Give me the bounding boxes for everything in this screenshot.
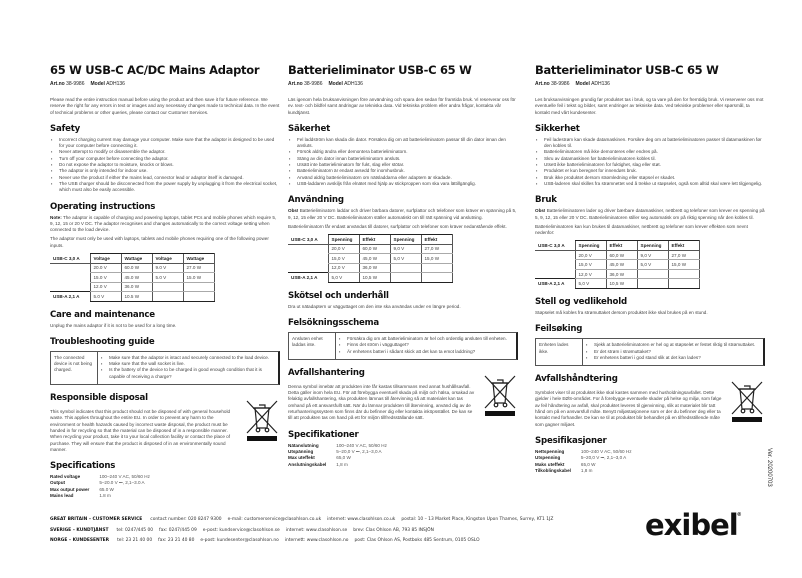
- port-label: USB-A 2,1 A: [535, 279, 575, 289]
- port-label: [288, 254, 328, 264]
- intro-text: Please read the entire instruction manual before using the product and then save it for future reference. We reserve the right for any errors in text or images and any necessary changes made to technical data. In the event of technical problems or other queries, please contact our Customer Services.: [50, 97, 280, 115]
- usage-note: [535, 208, 765, 221]
- table-cell: 12.0 V: [90, 282, 121, 292]
- column-english: [50, 63, 280, 499]
- safety-heading: Safety: [50, 123, 81, 134]
- solutions-list: [583, 339, 763, 365]
- footer-contact: fax: 23 21 40 80: [158, 538, 195, 544]
- care-text: Unplug the mains adaptor if it is not to be used for a long time.: [50, 322, 177, 328]
- table-header-row: [535, 241, 699, 251]
- version-label: Ver. 20200703: [766, 448, 772, 487]
- solution-item: ▪ Is the battery of the device to be charged in good enough condition that it is capable of receiving a charge?: [100, 367, 275, 380]
- spec-name: Nettspenning: [535, 449, 565, 455]
- footer-contact: e-post: kundesenter@clasohlson.no: [200, 538, 279, 544]
- table-cell: Effekt: [359, 235, 390, 245]
- disposal-block: [50, 406, 280, 453]
- intro-text: Läs igenom hela bruksanvisningen före användning och spara den sedan för framtida bruk. Vi reserverar oss för ev. text- och bildfel samt ändringar av tekniska data. Vid tekniska problem eller andra frågor, kontakta vår kundtjänst.: [288, 97, 516, 115]
- model-label: Model: [575, 81, 590, 87]
- model-label: Model: [328, 81, 343, 87]
- port-label: USB-A 2,1 A: [50, 292, 90, 302]
- note-label: Obs!: [288, 208, 299, 214]
- table-cell: [152, 282, 183, 292]
- port-label: [535, 269, 575, 279]
- table-cell: 5,0 V: [390, 254, 421, 264]
- spec-value: 5–20.0 V ⎓, 2,1–3.0 A: [99, 480, 145, 486]
- table-cell: 60.0 W: [121, 263, 152, 273]
- footer-contact: tel: 23 21 40 00: [117, 538, 153, 544]
- table-cell: 27,0 W: [668, 250, 699, 260]
- footer-contact: tel: 0247/445 00: [116, 527, 154, 533]
- footer-contact: post: Clas Ohlson AS, Postboks 485 Sentrum, 0105 OSLO: [354, 538, 480, 544]
- disposal-heading: Responsible disposal: [50, 393, 148, 404]
- table-cell: 12,0 V: [328, 263, 359, 273]
- table-cell: 15.0 V: [90, 273, 121, 283]
- table-cell: Spenning: [390, 235, 421, 245]
- spec-value: 65,0 W: [336, 455, 351, 461]
- spec-value: 1,8 m: [336, 461, 348, 467]
- footer-contact: postal: 10 – 13 Market Place, Kingston Upon Thames, Surrey, KT1 1JZ: [401, 517, 554, 522]
- troubleshooting-table: [50, 351, 280, 385]
- safety-item: ▪ Stäng av din dator innan batterieliminatorn ansluts.: [288, 156, 518, 162]
- safety-item: ▪ Never use the product if either the mains lead, connector lead or adaptor itself is damaged.: [50, 175, 280, 181]
- table-cell: Wattage: [183, 254, 214, 264]
- footer-line: [50, 538, 559, 549]
- specifications-heading: Spesifikasjoner: [535, 436, 607, 447]
- disposal-text: Denna symbol innebär att produkten inte får kastas tillsammans med annat hushållsavfall. Detta gäller inom hela EU. För att förebygga eventuell skada på miljö och hälsa, orsakad av felaktig avfallshantering, ska produkten lämnas till återvinning så att materialet kan tas omhand på ett ansvarsfullt sätt. När du lämnar produkten till återvinning, använd dig av de returhanteringssystem som finns där du befinner dig eller kontakta inköpsstället. De kan se till att produkten tas om hand på ett för miljön tillfredsställande sätt.: [288, 383, 475, 421]
- safety-item: ▪ Batterieliminatoren må ikke demonteres eller endres på.: [535, 149, 765, 155]
- power-table: [535, 240, 700, 289]
- table-cell: 36,0 W: [606, 269, 637, 279]
- troubleshooting-table: [288, 332, 518, 360]
- spec-name: Maks uteffekt: [535, 461, 565, 467]
- table-row-usba: [535, 279, 699, 289]
- specifications-heading: Specifikationer: [288, 429, 359, 440]
- spec-name: Output: [50, 480, 66, 486]
- note-label: Obs!: [535, 208, 546, 214]
- table-cell: 45,0 W: [359, 254, 390, 264]
- table-cell: 9,0 V: [637, 250, 668, 260]
- safety-item: ▪ Batterieliminatorn är endast avsedd för inomhusbruk.: [288, 168, 518, 174]
- spec-name: Max output power: [50, 486, 90, 492]
- safety-item: ▪ Utsätt inte batterieliminatorn för fukt, slag eller stötar.: [288, 162, 518, 168]
- power-table: [50, 253, 215, 302]
- solution-item: ▪ Er enhetens batteri i god stand slik at det kan lades?: [585, 355, 760, 361]
- spec-value: 1.8 m: [99, 493, 111, 498]
- table-row: [535, 260, 699, 270]
- table-cell: [183, 292, 214, 302]
- table-cell: 5,0 V: [637, 260, 668, 270]
- solution-item: ▪ Er det strøm i strømuttaket?: [585, 349, 760, 355]
- table-cell: 9,0 V: [390, 244, 421, 254]
- disposal-heading: Avfallshåndtering: [535, 374, 618, 385]
- safety-heading: Sikkerhet: [535, 123, 580, 134]
- troubleshooting-heading: Troubleshooting guide: [50, 336, 155, 347]
- spec-name: Utspänning: [288, 449, 314, 455]
- note-text: The adaptor is capable of charging and powering laptops, tablet PCs and mobile phones which require 5, 9, 12, 15 or 20 V DC. The adaptor recognises and changes automatically to the correct voltage setting when connected to the load device.: [50, 214, 277, 233]
- spec-value: 65,0 W: [580, 461, 596, 467]
- usage-text: Batterieliminatoren kan kun brukes til datamaskiner, nettbrett og telefoner som krever effekten som nevnt nedenfor:: [535, 223, 748, 236]
- column-swedish: [288, 63, 518, 468]
- table-cell: 9.0 V: [152, 263, 183, 273]
- table-cell: 10,5 W: [606, 279, 637, 289]
- table-cell: Effekt: [606, 241, 637, 251]
- exibel-logo: [645, 508, 741, 542]
- safety-item: ▪ USB-laddaren avskiljs från elnätet med hjälp av stickproppen som ska vara lättillgänglig.: [288, 181, 518, 187]
- table-cell: Voltage: [90, 254, 121, 264]
- table-cell: 5.0 V: [152, 273, 183, 283]
- table-row: [50, 282, 214, 292]
- product-title: 65 W USB-C AC/DC Mains Adaptor: [50, 63, 260, 77]
- usage-heading: Bruk: [535, 195, 557, 206]
- care-text: Dra ut nätadaptern ur vägguttaget om den inte ska användas under en längre period.: [288, 303, 461, 309]
- spec-name: Anslutningskabel: [288, 461, 327, 467]
- care-heading: Care and maintenance: [50, 309, 155, 320]
- spec-value: 100–240 V AC, 50/60 Hz: [580, 449, 632, 455]
- table-cell: [637, 279, 668, 289]
- table-cell: 12,0 V: [575, 269, 606, 279]
- table-cell: [421, 273, 452, 283]
- registered-mark: ®: [736, 512, 741, 518]
- footer-line: [50, 517, 559, 528]
- table-cell: Effekt: [421, 235, 452, 245]
- table-header-row: [288, 235, 452, 245]
- safety-item: ▪ Produktet er kun beregnet for innendørs bruk.: [535, 168, 765, 174]
- table-cell: [183, 282, 214, 292]
- safety-item: ▪ Do not expose the adaptor to moisture, knocks or blows.: [50, 162, 280, 168]
- table-cell: Spenning: [328, 235, 359, 245]
- solution-item: ▪ Finns det ström i vägguttaget?: [338, 342, 513, 348]
- solutions-list: [98, 352, 278, 384]
- table-row-usba: [50, 292, 214, 302]
- safety-list: [288, 137, 518, 187]
- footer-contact: contact number: 020 8247 9300: [150, 517, 222, 522]
- disposal-text: This symbol indicates that this product should not be disposed of with general household waste. This applies throughout the entire EU. In order to prevent any harm to the environment or health hazards caused by incorrect waste disposal, the product must be handed in for recycling so that the material can be disposed of in a responsible manner. When recycling your product, take it to your local collection facility or contact the place of purchase. They will ensure that the product is disposed of in an environmentally sound manner.: [50, 409, 231, 452]
- solution-item: ▪ Försäkra dig om att batterieliminatorn är hel och ordentlig ansluten till enheten.: [338, 336, 513, 342]
- table-cell: [421, 263, 452, 273]
- usage-text: The adaptor must only be used with laptops, tablets and mobile phones requiring one of the following power inputs.: [50, 236, 269, 248]
- table-row: [288, 263, 452, 273]
- table-cell: [152, 292, 183, 302]
- port-label: [50, 282, 90, 292]
- footer-label: GREAT BRITAIN – CUSTOMER SERVICE: [50, 517, 143, 522]
- solution-item: ▪ Sjekk at batterieliminatoren er hel og at støpselet er festet riktig til strømuttaket.: [585, 342, 760, 348]
- problem-cell: The connected device is not being charged.: [51, 352, 98, 384]
- spec-value: 100–240 V AC, 50/60 Hz: [99, 474, 150, 480]
- power-table: [288, 234, 453, 283]
- usage-heading: Operating instructions: [50, 201, 156, 212]
- port-label: [288, 244, 328, 254]
- spec-name: Rated voltage: [50, 474, 81, 480]
- footer-contact: e-post: kundservice@clasohlson.se: [202, 527, 280, 533]
- footer-label: NORGE – KUNDESENTER: [50, 538, 110, 544]
- footer-contact: internet: www.clasohlson.se: [285, 527, 348, 533]
- table-cell: 20.0 V: [90, 263, 121, 273]
- port-label: USB-C 3,0 A: [50, 254, 90, 264]
- specifications-list: [535, 449, 765, 474]
- disposal-heading: Avfallshantering: [288, 367, 365, 378]
- safety-item: ▪ Utsett ikke batterieliminatoren for fuktighet, slag eller støt.: [535, 162, 765, 168]
- table-cell: [637, 269, 668, 279]
- footer-contact: brev: Clas Ohlson AB, 793 85 INSJÖN: [353, 527, 434, 533]
- footer-line: [50, 528, 559, 539]
- art-no-value: 38-9986: [304, 81, 323, 87]
- table-cell: 27,0 W: [421, 244, 452, 254]
- safety-heading: Säkerhet: [288, 123, 330, 134]
- table-cell: Effekt: [668, 241, 699, 251]
- spec-name: Mains lead: [50, 493, 74, 498]
- safety-item: ▪ Never attempt to modify or disassemble the adaptor.: [50, 149, 280, 155]
- spec-name: Max uteffekt: [288, 455, 315, 461]
- care-text: Støpselet må kobles fra strømuttaket dersom produktet ikke skal brukes på en stund.: [535, 309, 708, 315]
- solutions-list: [336, 333, 516, 359]
- table-row: [288, 244, 452, 254]
- table-header-row: [50, 254, 214, 264]
- safety-item: ▪ The USB charger should be disconnected from the power supply by unplugging it from the electrical socket, which must also be easily accessible.: [50, 181, 280, 194]
- spec-value: 5–20,0 V ⎓, 2,1–3,0 A: [580, 455, 627, 461]
- spec-name: Utspenning: [535, 455, 561, 461]
- disposal-block: [535, 387, 765, 428]
- weee-bin-icon: [244, 398, 280, 453]
- table-cell: 5,0 V: [575, 279, 606, 289]
- table-row: [288, 254, 452, 264]
- spec-name: Tilkoblingskabel: [535, 468, 571, 474]
- table-cell: 36.0 W: [121, 282, 152, 292]
- footer-label: SVERIGE – KUNDTJÄNST: [50, 527, 109, 533]
- usage-note: [288, 208, 518, 221]
- column-norwegian: [535, 63, 765, 474]
- weee-bin-icon: [729, 379, 765, 428]
- art-no-value: 38-9986: [66, 81, 85, 87]
- table-cell: 27.0 W: [183, 263, 214, 273]
- table-row: [535, 269, 699, 279]
- port-label: [288, 263, 328, 273]
- table-cell: 15,0 W: [668, 260, 699, 270]
- spec-value: 1,8 m: [580, 468, 593, 474]
- safety-item: ▪ Använd aldrig batterieliminatorn om nätsladdarna eller adaptern är skadade.: [288, 175, 518, 181]
- disposal-text: Symbolet viser til at produktet ikke skal kastes sammen med husholdningsavfallet. Dette gjelder i hele EØS-området. For å forebygge eventuelle skader på helse og miljø, som følge av feil håndtering av avfall, skal produktet leveres til gjenvinning, slik at materialet blir tatt hånd om på en ansvarsfull måte. Benytt miljøstasjonene som er der du befinner deg eller ta kontakt med forhandler. De kan se til at produktet blir behandlet på en tilfredsstillende måte som gagner miljøet.: [535, 390, 722, 427]
- safety-item: ▪ Feil ladestrøm kan skade datamaskinen. Forsikre deg om at batterieliminatoren passer til datamaskinen før den kobles til.: [535, 137, 765, 150]
- model-value: ADH136: [106, 81, 125, 87]
- problem-cell: Enheten lades ikke.: [536, 339, 583, 365]
- art-no-value: 38-9986: [551, 81, 570, 87]
- product-title: Batterieliminator USB-C 65 W: [288, 63, 472, 77]
- safety-item: ▪ Skru av datamaskinen før batterieliminatoren kobles til.: [535, 156, 765, 162]
- usage-note: [50, 215, 280, 234]
- safety-item: ▪ Bruk ikke produktet dersom strømledning eller støpsel er skadet.: [535, 175, 765, 181]
- table-cell: [390, 273, 421, 283]
- footer-contacts: [50, 517, 559, 549]
- spec-name: Nätanslutning: [288, 442, 319, 448]
- safety-item: ▪ Incorrect charging current may damage your computer. Make sure that the adaptor is designed to be used for your computer before connecting it.: [50, 137, 280, 150]
- weee-bin-icon: [482, 373, 518, 422]
- table-cell: 5,0 V: [328, 273, 359, 283]
- table-cell: [668, 269, 699, 279]
- product-title: Batterieliminator USB-C 65 W: [535, 63, 719, 77]
- table-cell: 15,0 V: [575, 260, 606, 270]
- table-cell: 45.0 W: [121, 273, 152, 283]
- solution-item: ▪ Make sure that the wall socket is live.: [100, 361, 275, 367]
- footer-contact: internett: www.clasohlson.no: [284, 538, 349, 544]
- table-row: [535, 250, 699, 260]
- table-row: [50, 273, 214, 283]
- port-label: USB-C 3,0 A: [288, 235, 328, 245]
- table-cell: Spenning: [575, 241, 606, 251]
- table-cell: 20,0 V: [575, 250, 606, 260]
- port-label: [50, 273, 90, 283]
- disposal-block: [288, 381, 518, 422]
- art-no-label: Art.no: [535, 81, 550, 87]
- table-cell: 15,0 W: [421, 254, 452, 264]
- table-cell: 45,0 W: [606, 260, 637, 270]
- footer-contact: internet: www.clasohlson.co.uk: [327, 517, 396, 522]
- spec-value: 65.0 W: [99, 486, 114, 492]
- troubleshooting-table: [535, 338, 765, 366]
- table-cell: 60,0 W: [606, 250, 637, 260]
- care-heading: Stell og vedlikehold: [535, 296, 627, 307]
- note-text: Batterieliminatoren lader og driver bærbare datamaskiner, nettbrett og telefoner som krever en spenning på 5, 9, 12, 15 eller 20 V DC. Batterieliminatoren stiller seg automatisk om på riktig spenning når den kobles til.: [535, 208, 765, 220]
- table-cell: 10.5 W: [121, 292, 152, 302]
- port-label: [50, 263, 90, 273]
- care-heading: Skötsel och underhåll: [288, 290, 389, 301]
- troubleshooting-heading: Feilsøking: [535, 324, 583, 335]
- safety-list: [50, 137, 280, 194]
- safety-item: ▪ USB-laderen skal skilles fra strømnettet ved å trekke ut støpselet, også som alltid skal være lett tilgjengelig.: [535, 181, 765, 187]
- problem-cell: Ansluten enhet laddas inte.: [289, 333, 336, 359]
- article-info: [50, 81, 280, 87]
- safety-item: ▪ Försök aldrig ändra eller demontera batterieliminatorn.: [288, 149, 518, 155]
- footer-contact: e-mail: customerservice@clasohlson.co.uk: [227, 517, 322, 522]
- spec-value: 5–20,0 V ⎓, 2,1–3,0 A: [336, 449, 382, 455]
- solution-item: ▪ Är enhetens batteri i sådant skick att det kan ta emot laddning?: [338, 349, 513, 355]
- footer-contact: fax: 0247/445 09: [159, 527, 197, 533]
- art-no-label: Art.no: [288, 81, 303, 87]
- model-value: ADH136: [344, 81, 363, 87]
- safety-item: ▪ The adaptor is only intended for indoor use.: [50, 168, 280, 174]
- model-value: ADH136: [591, 81, 610, 87]
- art-no-label: Art.no: [50, 81, 65, 87]
- note-text: Batterieliminatorn laddar och driver bärbara datorer, surfplattor och telefoner som kräver en spänning på 5, 9, 12, 15 eller 20 V DC. Batterieliminatorn ställer automatiskt om till rätt spänning vid anslutning.: [288, 208, 517, 220]
- table-cell: Wattage: [121, 254, 152, 264]
- specifications-list: [288, 443, 518, 468]
- table-cell: [668, 279, 699, 289]
- note-label: Note:: [50, 214, 62, 220]
- table-cell: 20,0 V: [328, 244, 359, 254]
- table-cell: 36,0 W: [359, 263, 390, 273]
- table-cell: 15,0 V: [328, 254, 359, 264]
- article-info: [288, 81, 518, 87]
- spec-value: 100–240 V AC, 50/60 Hz: [336, 442, 387, 448]
- table-row: [50, 263, 214, 273]
- table-cell: 10,5 W: [359, 273, 390, 283]
- safety-item: ▪ Turn off your computer before connecting the adaptor.: [50, 156, 280, 162]
- safety-item: ▪ Fel laddström kan skada din dator. Försäkra dig om att batterieliminatorn passar till din dator innan den ansluts.: [288, 137, 518, 150]
- table-cell: Voltage: [152, 254, 183, 264]
- port-label: USB-A 2,1 A: [288, 273, 328, 283]
- usage-heading: Användning: [288, 195, 344, 206]
- table-cell: 15.0 W: [183, 273, 214, 283]
- usage-text: Batterieliminatorn får endast användas till datorer, surfplattor och telefoner som kräver nedanstående effekt.: [288, 223, 507, 229]
- troubleshooting-heading: Felsökningsschema: [288, 317, 379, 328]
- logo-text: exibel: [645, 508, 738, 542]
- table-cell: 5.0 V: [90, 292, 121, 302]
- table-cell: 60,0 W: [359, 244, 390, 254]
- port-label: USB-C 3,0 A: [535, 241, 575, 251]
- safety-list: [535, 137, 765, 187]
- model-label: Model: [90, 81, 105, 87]
- intro-text: Les bruksanvisningen grundig før produktet tas i bruk, og ta vare på den for fremtidig bruk. Vi reserverer oss mot eventuelle feil i tekst og bilder, samt endringer av tekniske data. Ved tekniske problemer eller spørsmål, ta kontakt med vårt kundesenter.: [535, 97, 764, 115]
- article-info: [535, 81, 765, 87]
- table-row-usba: [288, 273, 452, 283]
- port-label: [535, 250, 575, 260]
- port-label: [535, 260, 575, 270]
- table-cell: [390, 263, 421, 273]
- specifications-heading: Specifications: [50, 461, 116, 472]
- specifications-list: [50, 474, 280, 499]
- table-cell: Spenning: [637, 241, 668, 251]
- solution-item: ▪ Make sure that the adaptor is intact and securely connected to the load device.: [100, 355, 275, 361]
